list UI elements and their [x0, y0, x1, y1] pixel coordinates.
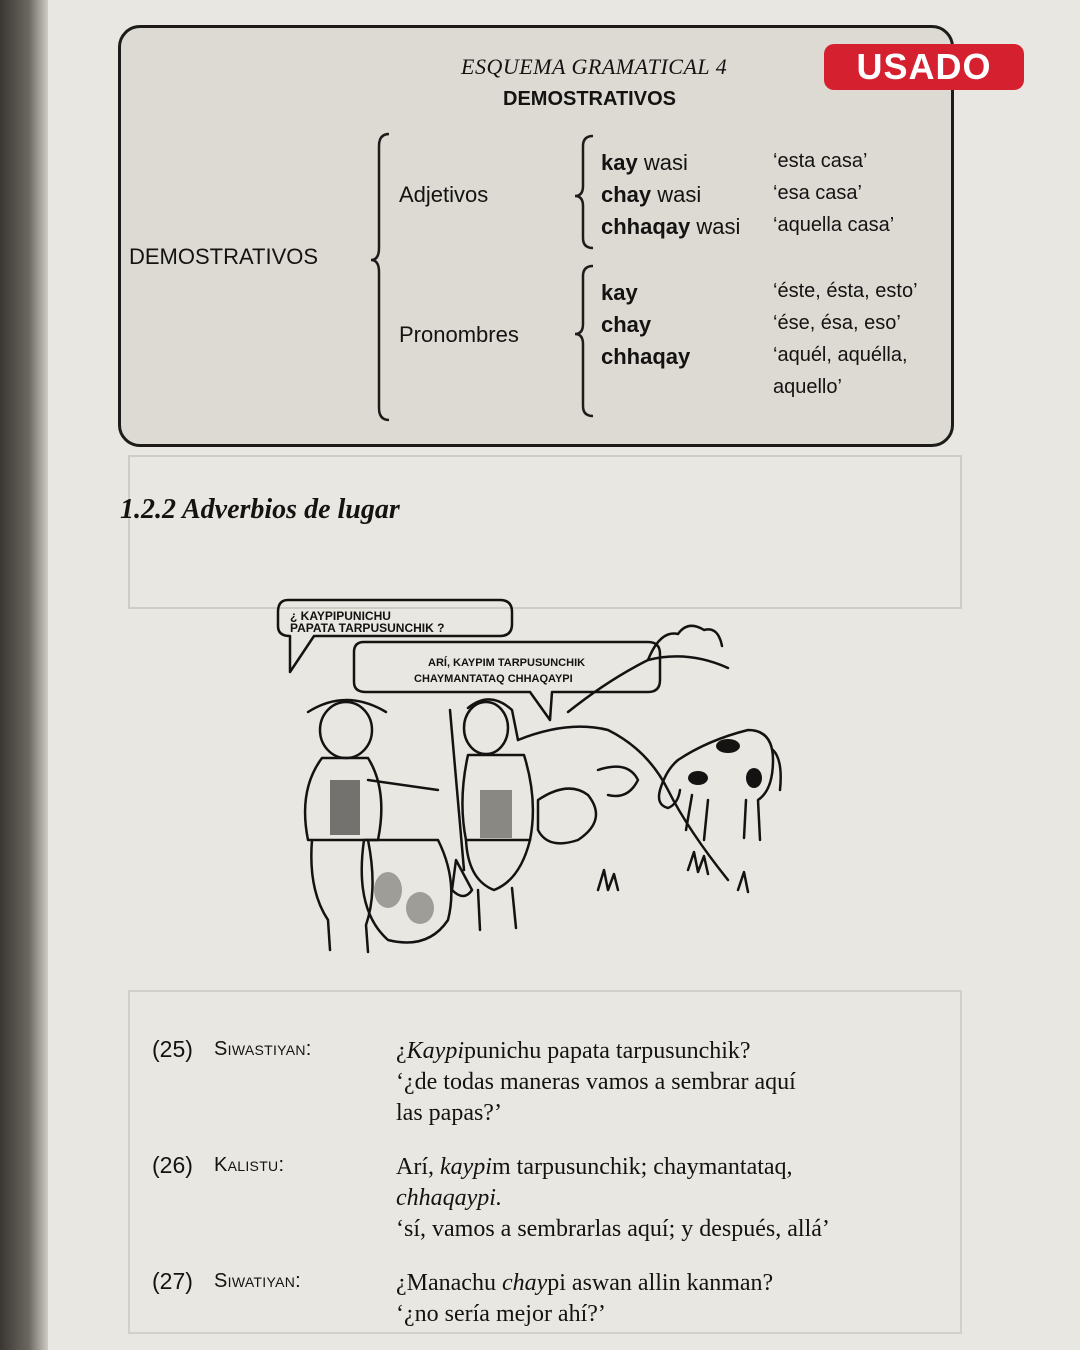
dialogue-speaker: Kalistu:: [214, 1154, 285, 1176]
dialogue-number: (25): [152, 1036, 193, 1062]
scheme-title: ESQUEMA GRAMATICAL 4: [461, 54, 728, 79]
adj-gloss-2: ‘esa casa’: [773, 182, 862, 204]
book-page: [48, 0, 1080, 1350]
pron-gloss-2: ‘ése, ésa, eso’: [773, 312, 901, 334]
adj-gloss-3: ‘aquella casa’: [773, 214, 895, 236]
farmers-illustration: [268, 590, 788, 980]
dialogue-speaker: Siwatiyan:: [214, 1270, 301, 1292]
dialogue-text: ¿Manachu chaypi aswan allin kanman? ‘¿no sería mejor ahí?’: [396, 1270, 774, 1327]
bleed-through-table: [128, 455, 962, 609]
dialogue-26: [152, 1152, 982, 1252]
used-badge: USADO: [824, 44, 1024, 90]
dialogue-number: (26): [152, 1152, 193, 1178]
dialogue-speaker: Siwastiyan:: [214, 1038, 312, 1060]
bubble-1-line-1: ¿ KAYPIPUNICHU: [290, 609, 391, 623]
dialogue-number: (27): [152, 1268, 193, 1294]
adj-row-2: chay wasi: [601, 182, 702, 207]
adjetivos-label: Adjetivos: [399, 182, 489, 207]
dialogue-text: ¿Kaypipunichu papata tarpusunchik? ‘¿de todas maneras vamos a sembrar aquí las papas?’: [396, 1038, 796, 1126]
dialogue-27: [152, 1268, 982, 1338]
digging-tool: [450, 710, 472, 896]
scheme-subtitle: DEMOSTRATIVOS: [503, 88, 676, 110]
bubble-1-line-2: PAPATA TARPUSUNCHIK ?: [290, 621, 445, 635]
pron-row-1: kay: [601, 280, 638, 305]
pron-row-2: chay: [601, 312, 652, 337]
pron-row-3: chhaqay: [601, 344, 691, 369]
adj-row-3: chhaqay wasi: [601, 214, 741, 239]
book-spine-edge: [0, 0, 48, 1350]
adj-row-1: kay wasi: [601, 150, 688, 175]
pronombres-label: Pronombres: [399, 322, 519, 347]
dialogue-text: Arí, kaypim tarpusunchik; chaymantataq, chhaqaypi. ‘sí, vamos a sembrarlas aquí; y después, allá’: [396, 1154, 830, 1242]
section-heading: 1.2.2 Adverbios de lugar: [120, 494, 400, 525]
bubble-2-line-2: CHAYMANTATAQ CHHAQAYPI: [414, 673, 573, 685]
pron-gloss-3-continued: aquello’: [773, 376, 842, 398]
pron-gloss-3: ‘aquél, aquélla,: [773, 344, 908, 366]
bubble-2-line-1: ARÍ, KAYPIM TARPUSUNCHIK: [428, 657, 586, 669]
scheme-root-label: DEMOSTRATIVOS: [129, 244, 319, 269]
adj-gloss-1: ‘esta casa’: [773, 150, 868, 172]
pron-gloss-1: ‘éste, ésta, esto’: [773, 280, 918, 302]
dialogue-25: [152, 1036, 982, 1136]
